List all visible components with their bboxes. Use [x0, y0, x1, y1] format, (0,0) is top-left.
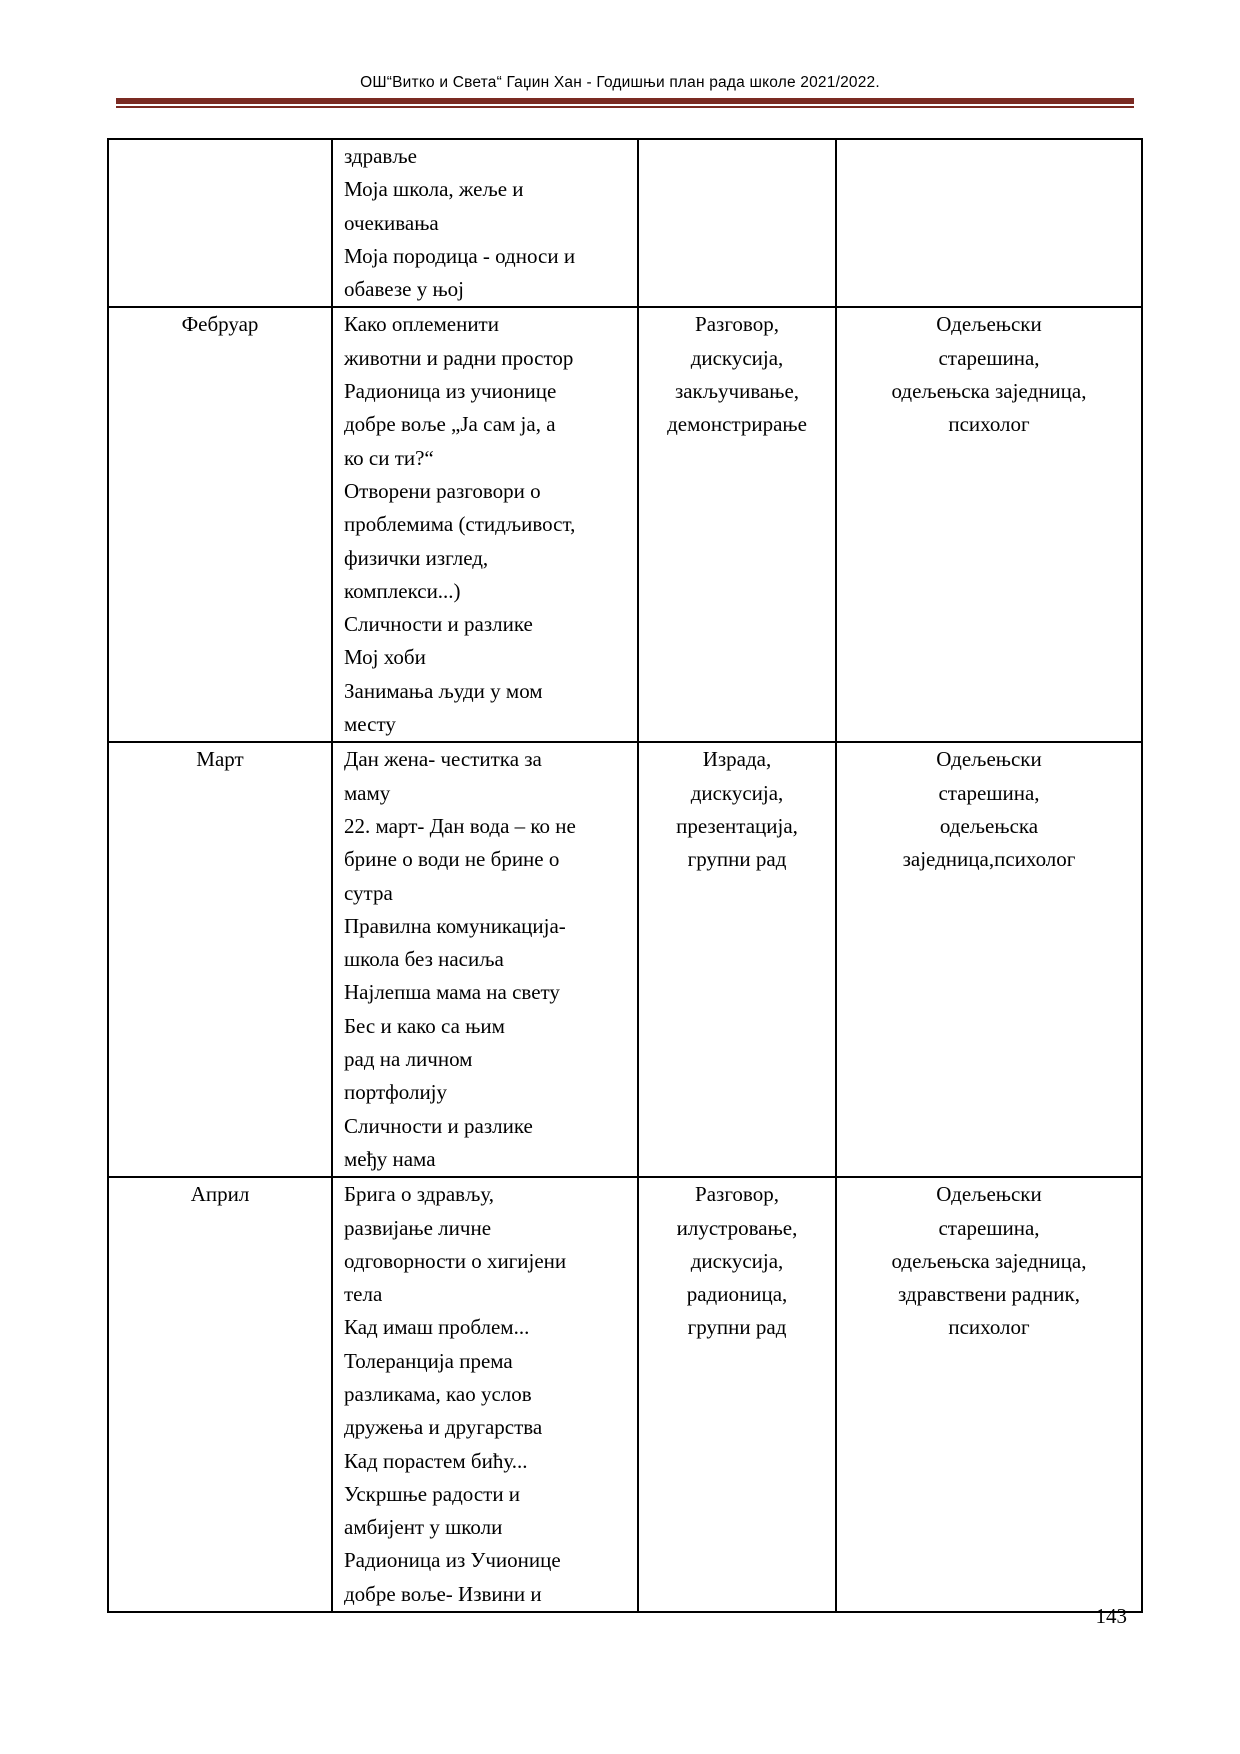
topic-line: одговорности о хигијени [344, 1248, 567, 1273]
month-label: Април [190, 1182, 250, 1207]
topic-line: разликама, као услов [344, 1381, 532, 1406]
topic-line: амбијент у школи [344, 1515, 503, 1540]
topic-line: проблемима (стидљивост, [344, 512, 576, 537]
table-row [108, 742, 1142, 1177]
table-row [108, 307, 1142, 742]
topic-line: Правилна комуникација- [344, 913, 566, 938]
topic-line: Радионица из Учионице [344, 1548, 561, 1573]
leads-cell [836, 1177, 1142, 1612]
methods-cell [638, 139, 836, 307]
topic-line: Како оплеменити [344, 312, 499, 337]
table-row [108, 139, 1142, 307]
topic-line: месту [344, 712, 396, 737]
topic-line: 22. март- Дан вода – ко не [344, 813, 576, 838]
topic-line: животни и радни простор [344, 345, 574, 370]
topic-line: Толеранција према [344, 1348, 513, 1373]
month-cell [108, 1177, 332, 1612]
header-rule-thick [116, 98, 1134, 104]
topic-line: Занимања људи у мом [344, 678, 543, 703]
method-line: презентација, [676, 813, 798, 838]
method-line: групни рад [687, 847, 787, 872]
method-line: Израда, [702, 747, 772, 772]
month-label: Март [196, 747, 244, 772]
method-line: Разговор, [695, 312, 779, 337]
method-line: групни рад [687, 1315, 787, 1340]
plan-table [107, 138, 1143, 1613]
methods-cell [638, 1177, 836, 1612]
topic-line: рад на личном [344, 1047, 473, 1072]
topic-line: брине о води не брине о [344, 847, 560, 872]
topic-line: обавезе у њој [344, 277, 465, 302]
topic-line: Моја школа, жеље и [344, 177, 524, 202]
lead-line: старешина, [938, 1215, 1040, 1240]
topic-line: добре воље „Ја сам ја, а [344, 412, 556, 437]
topic-line: Бес и како са њим [344, 1013, 505, 1038]
topic-line: Отворени разговори о [344, 478, 541, 503]
topic-line: здравље [344, 144, 417, 168]
month-cell [108, 139, 332, 307]
topic-line: Ускршње радости и [344, 1481, 521, 1506]
month-label: Фебруар [181, 312, 259, 337]
topic-line: очекивања [344, 210, 439, 235]
topic-line: Сличности и разлике [344, 1113, 533, 1138]
leads-cell [836, 742, 1142, 1177]
method-line: демонстрирање [667, 412, 807, 437]
methods-cell [638, 307, 836, 742]
topic-line: Мој хоби [344, 645, 426, 670]
topic-line: портфолију [344, 1080, 448, 1105]
month-cell [108, 742, 332, 1177]
lead-line: психолог [948, 412, 1030, 437]
topic-line: ко си ти?“ [344, 445, 434, 470]
topic-line: међу нама [344, 1146, 436, 1171]
topic-line: Радионица из учионице [344, 379, 557, 404]
lead-line: Одељењски [936, 1182, 1042, 1207]
topic-line: развијање личне [344, 1215, 492, 1240]
topic-line: Кад имаш проблем... [344, 1315, 530, 1340]
method-line: дискусија, [690, 780, 784, 805]
topic-line: физички изглед, [344, 545, 489, 570]
topic-line: Најлепша мама на свету [344, 980, 560, 1005]
method-line: илустровање, [676, 1215, 798, 1240]
page-header-title: ОШ“Витко и Света“ Гаџин Хан - Годишњи план рада школе 2021/2022. [360, 74, 880, 91]
month-cell [108, 307, 332, 742]
method-line: закључивање, [674, 379, 800, 404]
lead-line: Одељењски [936, 747, 1042, 772]
lead-line: одељењска заједница, [891, 1248, 1087, 1273]
topics-cell [332, 307, 638, 742]
topic-line: сутра [344, 880, 393, 905]
leads-cell [836, 139, 1142, 307]
topics-cell [332, 139, 638, 307]
topics-cell [332, 1177, 638, 1612]
topic-line: тела [344, 1282, 383, 1307]
methods-cell [638, 742, 836, 1177]
topic-line: комплекси...) [344, 578, 461, 603]
lead-line: одељењска заједница, [891, 379, 1087, 404]
topic-line: маму [344, 780, 391, 805]
method-line: радионица, [686, 1282, 788, 1307]
lead-line: здравствени радник, [898, 1282, 1080, 1307]
topics-cell [332, 742, 638, 1177]
lead-line: старешина, [938, 345, 1040, 370]
topic-line: добре воље- Извини и [344, 1581, 542, 1606]
topic-line: Кад порастем бићу... [344, 1448, 528, 1473]
header-rule-thin [116, 106, 1134, 108]
method-line: Разговор, [695, 1182, 779, 1207]
page-number: 143 [1095, 1604, 1127, 1628]
lead-line: старешина, [938, 780, 1040, 805]
method-line: дискусија, [690, 345, 784, 370]
lead-line: одељењска [939, 813, 1039, 838]
table-row [108, 1177, 1142, 1612]
lead-line: заједница,психолог [902, 847, 1076, 872]
lead-line: Одељењски [936, 312, 1042, 337]
topic-line: Моја породица - односи и [344, 243, 576, 268]
leads-cell [836, 307, 1142, 742]
topic-line: Сличности и разлике [344, 612, 533, 637]
topic-line: Дан жена- честитка за [344, 747, 542, 772]
lead-line: психолог [948, 1315, 1030, 1340]
topic-line: дружења и другарства [344, 1415, 543, 1440]
topic-line: Брига о здрављу, [344, 1182, 494, 1207]
method-line: дискусија, [690, 1248, 784, 1273]
topic-line: школа без насиља [344, 947, 504, 972]
